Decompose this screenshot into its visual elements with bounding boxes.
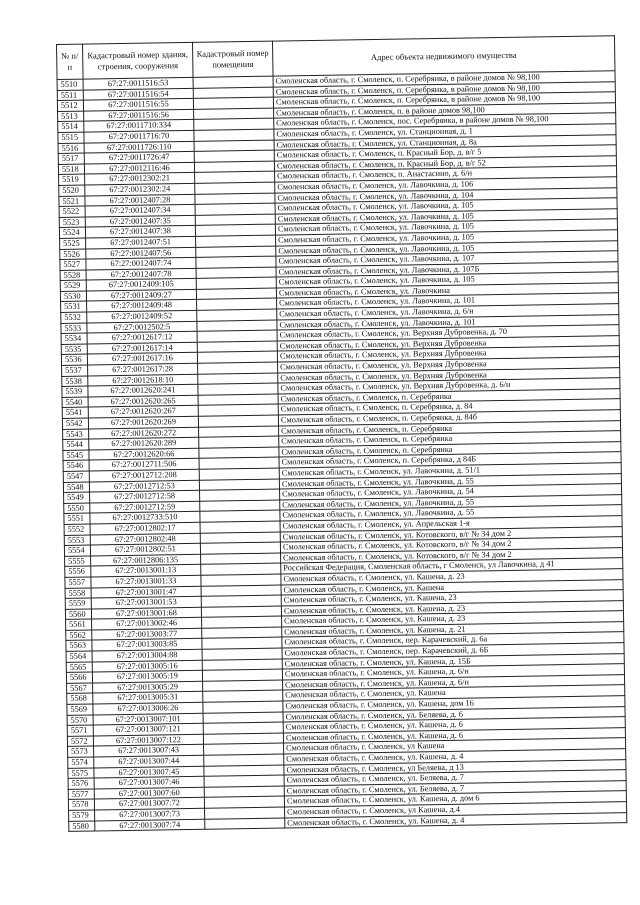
cadastral-building-number: 67:27:0012407:34 — [85, 204, 195, 216]
row-number: 5545 — [63, 450, 89, 461]
row-number: 5564 — [66, 651, 92, 662]
address-cell: Смоленская область, г. Смоленск, ул. Верхняя Дубровенка — [277, 336, 619, 352]
row-number: 5561 — [66, 619, 92, 630]
row-number: 5540 — [62, 397, 88, 408]
address-cell: Смоленская область, г. Смоленск, ул. Котовского, в/г № 34 дом 2 — [280, 537, 622, 553]
header-cad-room: Кадастровый номер помещения — [192, 41, 273, 77]
row-number: 5568 — [67, 693, 93, 704]
cadastral-building-number: 67:27:0011716:70 — [84, 130, 194, 142]
cadastral-building-number: 67:27:0013003:77 — [92, 628, 202, 640]
address-cell: Смоленская область, г. Смоленск, ул. Кашена, 23 — [281, 590, 623, 606]
address-cell: Смоленская область, г. Смоленск, ул. Кашена, д. 4 — [285, 812, 627, 828]
cadastral-building-number: 67:27:0013007:43 — [94, 745, 204, 757]
cadastral-building-number: 67:27:0012409:52 — [87, 310, 197, 322]
address-cell: Смоленская область, г. Смоленск, пер. Карачевский, д. 6Б — [282, 643, 624, 659]
row-number: 5578 — [68, 799, 94, 810]
row-number: 5547 — [63, 471, 89, 482]
address-cell: Смоленская область, г. Смоленск, ул. Лавочкина — [276, 283, 618, 299]
row-number: 5514 — [58, 121, 84, 132]
row-number: 5530 — [60, 291, 86, 302]
row-number: 5519 — [59, 174, 85, 185]
cadastral-building-number: 67:27:0012302:21 — [85, 173, 195, 185]
cadastral-building-number: 67:27:0011516:54 — [83, 88, 193, 100]
address-cell: Смоленская область, г. Смоленск, ул. Верхняя Дубровенка — [278, 367, 620, 383]
row-number: 5531 — [61, 302, 87, 313]
cadastral-building-number: 67:27:0012733:510 — [90, 512, 200, 524]
address-cell: Смоленская область, г. Смоленск, ул. Лавочкина, д. 6/н — [277, 304, 619, 320]
row-number: 5565 — [66, 662, 92, 673]
address-cell: Смоленская область, г. Смоленск, п. Серебрянка, в районе домов № 98,100 — [273, 71, 615, 87]
row-number: 5525 — [60, 238, 86, 249]
address-cell: Смоленская область, г. Смоленск, пос. Серебрянка, в районе домов № 98,100 — [274, 113, 616, 129]
row-number: 5566 — [66, 672, 92, 683]
row-number: 5523 — [59, 217, 85, 228]
row-number: 5562 — [66, 630, 92, 641]
cadastral-building-number: 67:27:0013007:121 — [93, 723, 203, 735]
address-cell: Смоленская область, г. Смоленск, ул. Верхняя Дубровенка, д. 6/н — [278, 378, 620, 394]
row-number: 5536 — [61, 354, 87, 365]
cadastral-building-number: 67:27:0013007:60 — [94, 787, 204, 799]
address-cell: Смоленская область, г. Смоленск, п. Серебрянка, д 84Б — [279, 452, 621, 468]
cadastral-building-number: 67:27:0012802:48 — [90, 533, 200, 545]
cadastral-building-number: 67:27:0011726:47 — [84, 151, 194, 163]
cadastral-building-number: 67:27:0012620:269 — [88, 416, 198, 428]
cadastral-building-number: 67:27:0011516:55 — [83, 99, 193, 111]
row-number: 5542 — [62, 418, 88, 429]
address-cell: Смоленская область, г. Смоленск, п. Серебрянка — [279, 431, 621, 447]
address-cell: Смоленская область, г. Смоленск, п. Анастасино, д. 6/н — [275, 166, 617, 182]
cadastral-building-number: 67:27:0013007:72 — [94, 798, 204, 810]
row-number: 5543 — [63, 429, 89, 440]
row-number: 5534 — [61, 333, 87, 344]
cadastral-building-number: 67:27:0012407:35 — [85, 215, 195, 227]
cadastral-building-number: 67:27:0012617:16 — [87, 353, 197, 365]
address-cell: Смоленская область, г. Смоленск, ул. Кашена, д. 6/н — [282, 664, 624, 680]
row-number: 5517 — [58, 153, 84, 164]
row-number: 5510 — [57, 79, 83, 90]
address-cell: Смоленская область, г. Смоленск, ул. Лавочкина, д. 54 — [280, 484, 622, 500]
row-number: 5580 — [69, 821, 95, 832]
address-cell: Смоленская область, г. Смоленск, ул. Лавочкина, д. 107Б — [276, 261, 618, 277]
address-cell: Смоленская область, г. Смоленск, ул. Станционная, д. 8а — [274, 134, 616, 150]
property-table — [56, 35, 627, 832]
address-cell: Смоленская область, г. Смоленск, ул. Лавочкина, д. 55 — [280, 494, 622, 510]
address-cell: Смоленская область, г. Смоленск, ул. Верхняя Дубровенка, д. 70 — [277, 325, 619, 341]
address-cell: Смоленская область, г. Смоленск, ул. Лавочкина, д. 105 — [276, 230, 618, 246]
address-cell: Смоленская область, г. Смоленск, ул Кашена — [284, 738, 626, 754]
cadastral-room-number — [205, 818, 285, 830]
address-cell: Смоленская область, г. Смоленск, ул. Беляева, д. 7 — [284, 780, 626, 796]
row-number: 5553 — [64, 535, 90, 546]
row-number: 5535 — [61, 344, 87, 355]
row-number: 5569 — [67, 704, 93, 715]
cadastral-building-number: 67:27:0012407:51 — [86, 236, 196, 248]
address-cell: Смоленская область, г. Смоленск, ул. Лавочкина, д. 105 — [276, 240, 618, 256]
address-cell: Российская Федерация, Смоленская область, г Смоленск, ул Лавочкина, д 41 — [281, 558, 623, 574]
address-cell: Смоленская область, г. Смоленск, ул. Лавочкина, д. 107 — [276, 251, 618, 267]
cadastral-building-number: 67:27:0012712:58 — [90, 490, 200, 502]
cadastral-building-number: 67:27:0013007:122 — [93, 734, 203, 746]
cadastral-building-number: 67:27:0013001:53 — [91, 596, 201, 608]
address-cell: Смоленская область, г. Смоленск, ул. Кашена, дом 16 — [283, 696, 625, 712]
address-cell: Смоленская область, г. Смоленск, ул. Лавочкина, д. 101 — [277, 293, 619, 309]
address-cell: Смоленская область, г. Смоленск, ул. Кашена — [283, 685, 625, 701]
address-cell: Смоленская область, г. Смоленск, ул. Беляева, д. 6 — [283, 706, 625, 722]
row-number: 5550 — [64, 503, 90, 514]
cadastral-building-number: 67:27:0012502:5 — [87, 321, 197, 333]
cadastral-building-number: 67:27:0012802:17 — [90, 522, 200, 534]
address-cell: Смоленская область, г. Смоленск, п. Серебрянка — [279, 441, 621, 457]
row-number: 5554 — [64, 545, 90, 556]
address-cell: Смоленская область, г. Смоленск, п. Серебрянка, д. 84 — [278, 399, 620, 415]
row-number: 5555 — [65, 556, 91, 567]
row-number: 5573 — [68, 746, 94, 757]
cadastral-building-number: 67:27:0013005:31 — [93, 692, 203, 704]
address-cell: Смоленская область, г. Смоленск, ул. Кашена, д. 4 — [284, 749, 626, 765]
row-number: 5520 — [59, 185, 85, 196]
header-num: № п/п — [57, 44, 84, 79]
cadastral-building-number: 67:27:0012617:12 — [87, 332, 197, 344]
address-cell: Смоленская область, г. Смоленск, ул. Лавочкина, д. 105 — [276, 272, 618, 288]
row-number: 5512 — [57, 100, 83, 111]
cadastral-building-number: 67:27:0012620:289 — [89, 437, 199, 449]
address-cell: Смоленская область, г. Смоленск, ул. Лавочкина, д. 101 — [277, 314, 619, 330]
cadastral-building-number: 67:27:0013001:13 — [91, 565, 201, 577]
address-cell: Смоленская область, г. Смоленск, ул. Верхняя Дубровенка — [277, 346, 619, 362]
row-number: 5538 — [62, 376, 88, 387]
cadastral-building-number: 67:27:0011726:110 — [84, 141, 194, 153]
row-number: 5551 — [64, 513, 90, 524]
cadastral-building-number: 67:27:0012806:135 — [91, 554, 201, 566]
row-number: 5532 — [61, 312, 87, 323]
address-cell: Смоленская область, г. Смоленск, п. Красный Бор, д. в/г 52 — [274, 155, 616, 171]
row-number: 5571 — [67, 725, 93, 736]
cadastral-building-number: 67:27:0012620:66 — [89, 448, 199, 460]
row-number: 5560 — [65, 609, 91, 620]
row-number: 5579 — [69, 810, 95, 821]
cadastral-building-number: 67:27:0013007:73 — [95, 808, 205, 820]
row-number: 5537 — [62, 365, 88, 376]
address-cell: Смоленская область, г. Смоленск, ул Беляева, д 13 — [284, 759, 626, 775]
address-cell: Смоленская область, г. Смоленск, п. Серебрянка — [279, 420, 621, 436]
row-number: 5567 — [67, 683, 93, 694]
cadastral-building-number: 67:27:0012407:56 — [86, 247, 196, 259]
address-cell: Смоленская область, г. Смоленск, ул. Кашена, д. 21 — [282, 622, 624, 638]
address-cell: Смоленская область, г. Смоленск, ул. Кашена, д. 6 — [283, 727, 625, 743]
row-number: 5518 — [58, 164, 84, 175]
cadastral-building-number: 67:27:0013002:46 — [92, 618, 202, 630]
cadastral-building-number: 67:27:0013007:74 — [95, 819, 205, 831]
address-cell: Смоленская область, г. Смоленск, ул Кашена, д.4 — [285, 802, 627, 818]
row-number: 5574 — [68, 757, 94, 768]
address-cell: Смоленская область, г. Смоленск, пер. Карачевский, д. 6а — [282, 632, 624, 648]
row-number: 5541 — [62, 407, 88, 418]
address-cell: Смоленская область, г. Смоленск, ул. Кашена, д. 6 — [283, 717, 625, 733]
cadastral-building-number: 67:27:0011710:334 — [84, 120, 194, 132]
row-number: 5576 — [68, 778, 94, 789]
address-cell: Смоленская область, г. Смоленск, ул. Верхняя Дубровенка — [278, 357, 620, 373]
row-number: 5516 — [58, 143, 84, 154]
cadastral-building-number: 67:27:0013005:16 — [92, 660, 202, 672]
address-cell: Смоленская область, г. Смоленск, ул. Кашена, д. 23 — [281, 569, 623, 585]
address-cell: Смоленская область, г. Смоленск, ул. Лавочкина, д. 104 — [275, 187, 617, 203]
cadastral-building-number: 67:27:0013007:46 — [94, 776, 204, 788]
cadastral-building-number: 67:27:0012407:28 — [85, 194, 195, 206]
cadastral-building-number: 67:27:0012617:14 — [87, 342, 197, 354]
cadastral-building-number: 67:27:0012620:272 — [89, 427, 199, 439]
address-cell: Смоленская область, г. Смоленск, ул. Лавочкина, д. 105 — [275, 208, 617, 224]
address-cell: Смоленская область, г. Смоленск, ул. Кашена, д. 23 — [282, 611, 624, 627]
row-number: 5529 — [60, 280, 86, 291]
cadastral-building-number: 67:27:0013007:44 — [94, 755, 204, 767]
cadastral-building-number: 67:27:0012116:46 — [84, 162, 194, 174]
cadastral-building-number: 67:27:0012802:51 — [90, 543, 200, 555]
cadastral-building-number: 67:27:0013003:85 — [92, 639, 202, 651]
cadastral-building-number: 67:27:0013005:29 — [93, 681, 203, 693]
row-number: 5511 — [57, 90, 83, 101]
address-cell: Смоленская область, г. Смоленск, ул. Кашена, д. 6/н — [283, 674, 625, 690]
row-number: 5513 — [58, 111, 84, 122]
cadastral-building-number: 67:27:0012712:53 — [89, 480, 199, 492]
address-cell: Смоленская область, г. Смоленск, ул. Лавочкина, д. 55 — [279, 473, 621, 489]
cadastral-building-number: 67:27:0012711:506 — [89, 459, 199, 471]
cadastral-building-number: 67:27:0012620:241 — [88, 385, 198, 397]
row-number: 5546 — [63, 460, 89, 471]
cadastral-building-number: 67:27:0012409:27 — [86, 289, 196, 301]
row-number: 5570 — [67, 715, 93, 726]
cadastral-building-number: 67:27:0013007:45 — [94, 766, 204, 778]
cadastral-building-number: 67:27:0012620:267 — [88, 406, 198, 418]
row-number: 5548 — [63, 482, 89, 493]
row-number: 5544 — [63, 439, 89, 450]
cadastral-building-number: 67:27:0012620:265 — [88, 395, 198, 407]
address-cell: Смоленская область, г. Смоленск, ул. Апрельская 1-я — [280, 516, 622, 532]
table-body — [57, 71, 627, 832]
address-cell: Смоленская область, г. Смоленск, ул. Лавочкина, д. 105 — [275, 198, 617, 214]
cadastral-building-number: 67:27:0012712:59 — [90, 501, 200, 513]
row-number: 5527 — [60, 259, 86, 270]
cadastral-building-number: 67:27:0012712:208 — [89, 469, 199, 481]
row-number: 5557 — [65, 577, 91, 588]
cadastral-building-number: 67:27:0012302:24 — [85, 183, 195, 195]
cadastral-building-number: 67:27:0013004:88 — [92, 649, 202, 661]
row-number: 5556 — [65, 566, 91, 577]
row-number: 5539 — [62, 386, 88, 397]
cadastral-building-number: 67:27:0013001:47 — [91, 586, 201, 598]
header-address: Адрес объекта недвижимого имущества — [272, 36, 615, 76]
row-number: 5572 — [67, 736, 93, 747]
row-number: 5528 — [60, 270, 86, 281]
row-number: 5524 — [59, 227, 85, 238]
cadastral-building-number: 67:27:0013006:26 — [93, 702, 203, 714]
cadastral-building-number: 67:27:0013005:19 — [92, 671, 202, 683]
document-sheet — [56, 35, 626, 832]
address-cell: Смоленская область, г. Смоленск, ул. Лавочкина, д. 51/1 — [279, 463, 621, 479]
cadastral-building-number: 67:27:0012409:48 — [87, 300, 197, 312]
cadastral-building-number: 67:27:0011516:56 — [84, 109, 194, 121]
cadastral-building-number: 67:27:0012618:10 — [88, 374, 198, 386]
address-cell: Смоленская область, г. Смоленск, ул. Кашена, д. 23 — [281, 600, 623, 616]
row-number: 5559 — [65, 598, 91, 609]
address-cell: Смоленская область, г. Смоленск, п. Серебрянка, в районе домов № 98,100 — [273, 92, 615, 108]
address-cell: Смоленская область, г. Смоленск, ул. Кашена, д. дом 6 — [284, 791, 626, 807]
cadastral-building-number: 67:27:0012617:28 — [88, 363, 198, 375]
address-cell: Смоленская область, г. Смоленск, ул. Кашена — [281, 579, 623, 595]
cadastral-building-number: 67:27:0013001:68 — [91, 607, 201, 619]
address-cell: Смоленская область, г. Смоленск, п. в районе домов 98,100 — [274, 103, 616, 119]
address-cell: Смоленская область, г. Смоленск, ул. Беляева, д. 7 — [284, 770, 626, 786]
row-number: 5515 — [58, 132, 84, 143]
cadastral-building-number: 67:27:0013001:33 — [91, 575, 201, 587]
row-number: 5522 — [59, 206, 85, 217]
row-number: 5533 — [61, 323, 87, 334]
address-cell: Смоленская область, г. Смоленск, п. Серебрянка, в районе домов № 98,100 — [273, 81, 615, 97]
cadastral-building-number: 67:27:0012407:38 — [85, 226, 195, 238]
cadastral-building-number: 67:27:0011516:53 — [83, 77, 193, 89]
cadastral-building-number: 67:27:0012407:74 — [86, 257, 196, 269]
row-number: 5549 — [64, 492, 90, 503]
address-cell: Смоленская область, г. Смоленск, ул. Котовского, в/г № 34 дом 2 — [281, 547, 623, 563]
row-number: 5526 — [60, 249, 86, 260]
address-cell: Смоленская область, г. Смоленск, ул. Кашена, д. 15Б — [282, 653, 624, 669]
cadastral-building-number: 67:27:0012409:105 — [86, 279, 196, 291]
address-cell: Смоленская область, г. Смоленск, ул. Станционная, д. 1 — [274, 124, 616, 140]
row-number: 5563 — [66, 640, 92, 651]
address-cell: Смоленская область, г. Смоленск, ул. Лавочкина, д. 55 — [280, 505, 622, 521]
address-cell: Смоленская область, г. Смоленск, ул. Котовского, в/г № 34 дом 2 — [280, 526, 622, 542]
row-number: 5558 — [65, 588, 91, 599]
cadastral-building-number: 67:27:0012407:78 — [86, 268, 196, 280]
address-cell: Смоленская область, г. Смоленск, п. Серебрянка — [278, 388, 620, 404]
header-cad-building: Кадастровый номер здания, строения, сооружения — [83, 42, 194, 79]
address-cell: Смоленская область, г. Смоленск, ул. Лавочкина, д. 105 — [275, 219, 617, 235]
row-number: 5577 — [68, 789, 94, 800]
address-cell: Смоленская область, г. Смоленск, ул. Лавочкина, д. 106 — [275, 177, 617, 193]
row-number: 5575 — [68, 768, 94, 779]
address-cell: Смоленская область, г. Смоленск, п. Красный Бор, д. в/г 5 — [274, 145, 616, 161]
row-number: 5521 — [59, 196, 85, 207]
address-cell: Смоленская область, г. Смоленск, п. Серебрянка, д. 84б — [278, 410, 620, 426]
row-number: 5552 — [64, 524, 90, 535]
cadastral-building-number: 67:27:0013007:101 — [93, 713, 203, 725]
